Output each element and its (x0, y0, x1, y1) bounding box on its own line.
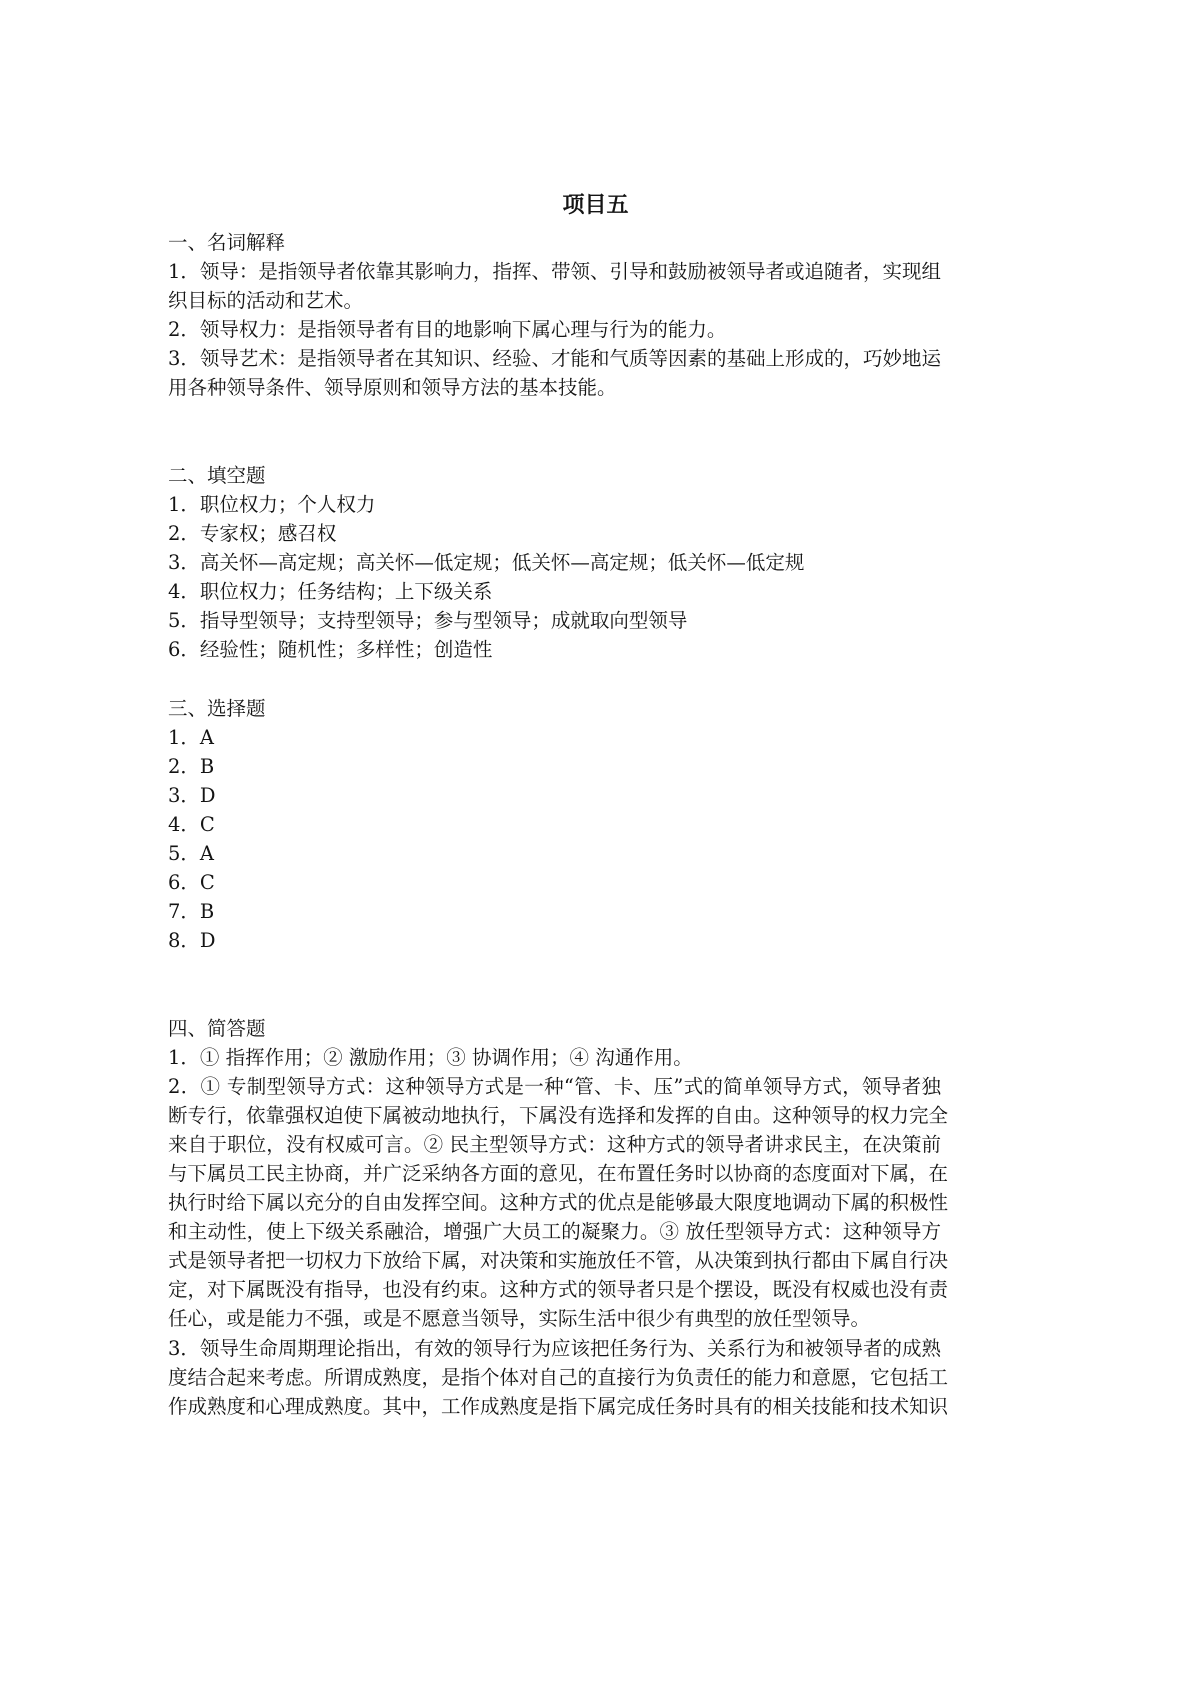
section-heading: 一、名词解释 (168, 231, 286, 254)
answer-line: 4．C (168, 812, 215, 836)
text-line: 2．① 专制型领导方式：这种领导方式是一种“管、卡、压”式的简单领导方式，领导者独 (168, 1074, 941, 1098)
section-fill-in-blanks (168, 461, 941, 665)
text-line: 作成熟度和心理成熟度。其中，工作成熟度是指下属完成任务时具有的相关技能和技术知识 (168, 1394, 949, 1418)
section-definitions (168, 228, 941, 403)
section-short-answer (168, 1014, 949, 1421)
document-body (168, 228, 949, 1421)
answer-line: 4．职位权力；任务结构；上下级关系 (168, 580, 493, 604)
paragraph (168, 257, 941, 315)
section-heading: 二、填空题 (168, 463, 266, 487)
answer-line: 5．A (168, 841, 214, 865)
text-line: 任心，或是能力不强，或是不愿意当领导，实际生活中很少有典型的放任型领导。 (168, 1307, 871, 1331)
text-line: 与下属员工民主协商，并广泛采纳各方面的意见，在布置任务时以协商的态度面对下属，在 (168, 1162, 949, 1185)
spacer (168, 955, 941, 1013)
paragraph (168, 1043, 941, 1072)
paragraph (168, 344, 941, 402)
text-line: 度结合起来考虑。所谓成熟度，是指个体对自己的直接行为负责任的能力和意愿，它包括工 (168, 1365, 949, 1389)
section-multiple-choice (168, 694, 941, 956)
answer-line: 3．D (168, 783, 216, 807)
answer-line: 2．B (168, 754, 215, 778)
answer-line: 1．A (168, 725, 214, 749)
paragraph (168, 315, 941, 344)
text-line: 3．领导艺术：是指领导者在其知识、经验、才能和气质等因素的基础上形成的，巧妙地运 (168, 347, 941, 371)
spacer (168, 664, 941, 693)
text-line: 3．领导生命周期理论指出，有效的领导行为应该把任务行为、关系行为和被领导者的成熟 (168, 1336, 941, 1360)
answer-line: 7．B (168, 900, 215, 924)
text-line: 式是领导者把一切权力下放给下属，对决策和实施放任不管，从决策到执行都由下属自行决 (168, 1249, 949, 1273)
answer-line: 6．C (168, 871, 215, 895)
text-line: 1．领导：是指领导者依靠其影响力，指挥、带领、引导和鼓励被领导者或追随者，实现组 (168, 260, 941, 284)
text-line: 断专行，依靠强权迫使下属被动地执行，下属没有选择和发挥的自由。这种领导的权力完全 (168, 1103, 949, 1127)
text-line: 1．① 指挥作用；② 激励作用；③ 协调作用；④ 沟通作用。 (168, 1045, 693, 1069)
text-line: 织目标的活动和艺术。 (168, 289, 364, 313)
answer-line: 2．专家权；感召权 (168, 521, 337, 545)
answer-line: 6．经验性；随机性；多样性；创造性 (168, 638, 493, 662)
text-line: 执行时给下属以充分的自由发挥空间。这种方式的优点是能够最大限度地调动下属的积极性 (168, 1191, 949, 1215)
answer-line: 1．职位权力；个人权力 (168, 492, 376, 516)
answer-line: 5．指导型领导；支持型领导；参与型领导；成就取向型领导 (168, 609, 688, 633)
text-line: 定，对下属既没有指导，也没有约束。这种方式的领导者只是个摆设，既没有权威也没有责 (168, 1278, 949, 1302)
spacer (168, 403, 941, 461)
section-heading: 三、选择题 (168, 696, 266, 720)
text-line: 和主动性，使上下级关系融洽，增强广大员工的凝聚力。③ 放任型领导方式：这种领导方 (168, 1220, 941, 1244)
answer-line: 3．高关怀—高定规；高关怀—低定规；低关怀—高定规；低关怀—低定规 (168, 551, 805, 575)
text-line: 用各种领导条件、领导原则和领导方法的基本技能。 (168, 376, 617, 400)
paragraph (168, 1072, 949, 1334)
text-line: 来自于职位，没有权威可言。② 民主型领导方式：这种方式的领导者讲求民主，在决策前 (168, 1132, 941, 1156)
paragraph (168, 1334, 949, 1421)
answer-line: 8．D (168, 929, 216, 953)
page-title: 项目五 (562, 192, 629, 218)
section-heading: 四、简答题 (168, 1016, 266, 1040)
text-line: 2．领导权力：是指领导者有目的地影响下属心理与行为的能力。 (168, 318, 727, 342)
